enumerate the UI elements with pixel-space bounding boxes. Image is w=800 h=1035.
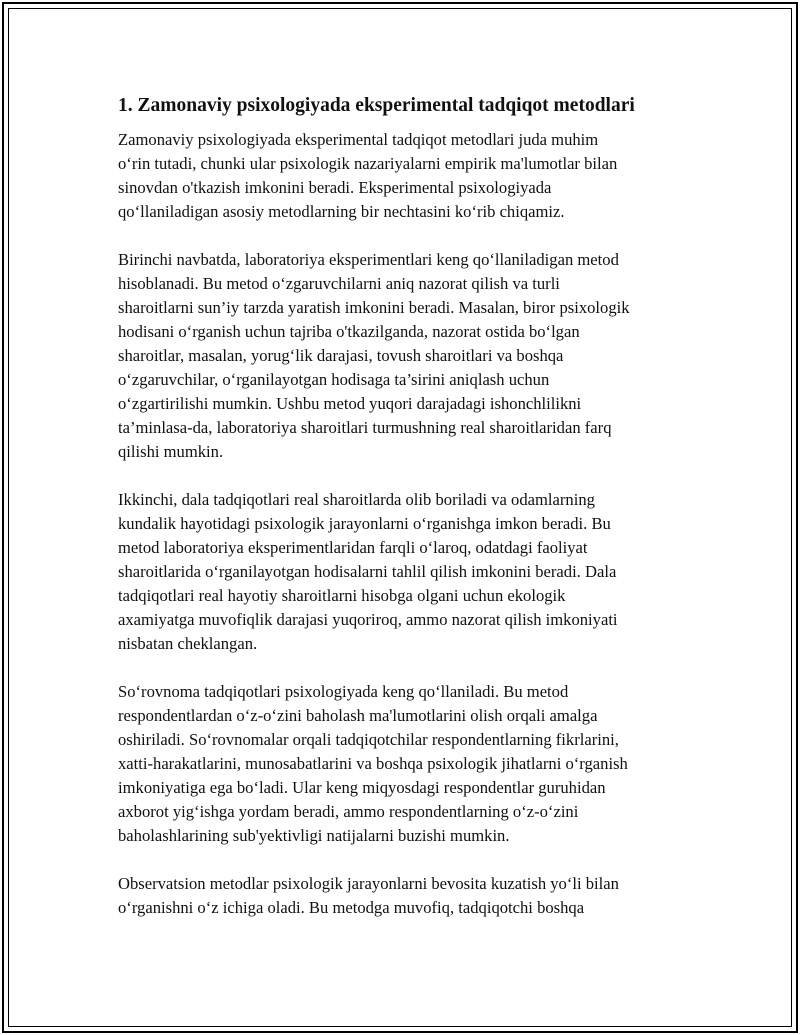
text-line: respondentlardan o‘z-o‘zini baholash ma'lumotlarini olish orqali amalga [118, 706, 598, 725]
paragraph-survey [118, 680, 688, 848]
text-line: oshiriladi. So‘rovnomalar orqali tadqiqotchilar respondentlarning fikrlarini, [118, 730, 619, 749]
section-heading: 1. Zamonaviy psixologiyada eksperimental tadqiqot metodlari [118, 95, 635, 116]
text-line: hisoblanadi. Bu metod o‘zgaruvchilarni aniq nazorat qilish va turli [118, 274, 560, 293]
text-line: sinovdan o'tkazish imkonini beradi. Eksperimental psixologiyada [118, 178, 552, 197]
text-line: sharoitlarni sun’iy tarzda yaratish imkonini beradi. Masalan, biror psixologik [118, 298, 630, 317]
text-line: xatti-harakatlarini, munosabatlarini va boshqa psixologik jihatlarni o‘rganish [118, 754, 628, 773]
paragraph-field-research [118, 488, 688, 656]
text-line: o‘rganishni o‘z ichiga oladi. Bu metodga muvofiq, tadqiqotchi boshqa [118, 898, 585, 917]
text-line: qo‘llaniladigan asosiy metodlarning bir nechtasini ko‘rib chiqamiz. [118, 202, 565, 221]
text-line: imkoniyatiga ega bo‘ladi. Ular keng miqyosdagi respondentlar guruhidan [118, 778, 606, 797]
text-line: tadqiqotlari real hayotiy sharoitlarni hisobga olgani uchun ekologik [118, 586, 566, 605]
text-line: metod laboratoriya eksperimentlaridan farqli o‘laroq, odatdagi faoliyat [118, 538, 588, 557]
text-line: Ikkinchi, dala tadqiqotlari real sharoitlarda olib boriladi va odamlarning [118, 490, 595, 509]
text-line: o‘zgaruvchilar, o‘rganilayotgan hodisaga ta’sirini aniqlash uchun [118, 370, 550, 389]
text-line: qilishi mumkin. [118, 442, 224, 461]
text-line: sharoitlarida o‘rganilayotgan hodisalarni tahlil qilish imkonini beradi. Dala [118, 562, 617, 581]
text-line: o‘rin tutadi, chunki ular psixologik nazariyalarni empirik ma'lumotlar bilan [118, 154, 618, 173]
text-line: sharoitlar, masalan, yorug‘lik darajasi, tovush sharoitlari va boshqa [118, 346, 564, 365]
text-line: axborot yig‘ishga yordam beradi, ammo respondentlarning o‘z-o‘zini [118, 802, 579, 821]
text-line: nisbatan cheklangan. [118, 634, 258, 653]
text-line: kundalik hayotidagi psixologik jarayonlarni o‘rganishga imkon beradi. Bu [118, 514, 611, 533]
text-line: Birinchi navbatda, laboratoriya eksperimentlari keng qo‘llaniladigan metod [118, 250, 619, 269]
text-line: o‘zgartirilishi mumkin. Ushbu metod yuqori darajadagi ishonchlilikni [118, 394, 582, 413]
text-line: So‘rovnoma tadqiqotlari psixologiyada keng qo‘llaniladi. Bu metod [118, 682, 569, 701]
text-line: Observatsion metodlar psixologik jarayonlarni bevosita kuzatish yo‘li bilan [118, 874, 619, 893]
text-line: baholashlarining sub'yektivligi natijalarni buzishi mumkin. [118, 826, 510, 845]
text-line: ta’minlasa-da, laboratoriya sharoitlari turmushning real sharoitlaridan farq [118, 418, 612, 437]
text-line: Zamonaviy psixologiyada eksperimental tadqiqot metodlari juda muhim [118, 130, 599, 149]
paragraph-laboratory [118, 248, 688, 464]
text-line: axamiyatga muvofiqlik darajasi yuqoriroq, ammo nazorat qilish imkoniyati [118, 610, 618, 629]
document-body [118, 92, 688, 944]
paragraph-intro [118, 128, 688, 224]
text-line: hodisani o‘rganish uchun tajriba o'tkazilganda, nazorat ostida bo‘lgan [118, 322, 580, 341]
paragraph-observation [118, 872, 688, 920]
